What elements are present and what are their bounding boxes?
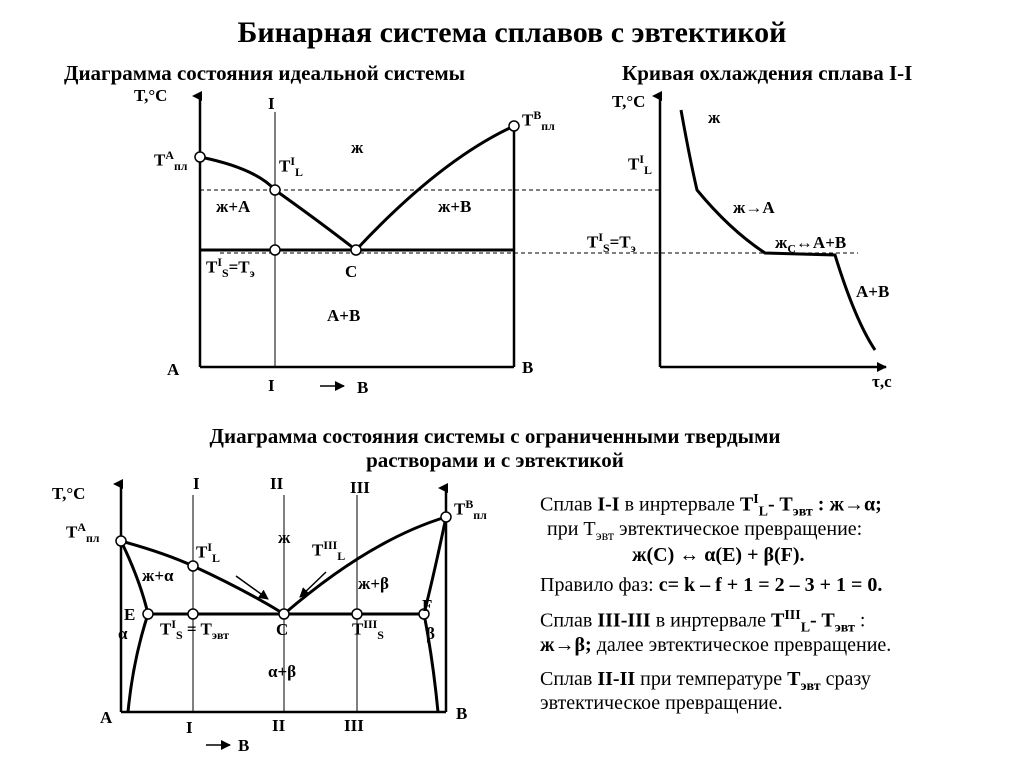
limited-line-III-bottom: III — [344, 716, 364, 735]
ideal-point-C — [351, 245, 361, 255]
limited-line-II-top: II — [270, 474, 284, 493]
ideal-point-TA — [195, 152, 205, 162]
ideal-corner-A: A — [167, 360, 180, 379]
limited-point-C-label: C — [276, 620, 289, 639]
cooling-solid-label: А+В — [856, 282, 890, 301]
ideal-liquidus-right — [356, 126, 514, 250]
cooling-liquid-label: ж — [708, 108, 721, 127]
limited-alpha-beta-label: α+β — [268, 662, 297, 681]
ideal-solid-label: А+В — [327, 306, 361, 325]
limited-T-solidus-III: $T^{III}_S$ — [352, 617, 384, 643]
ideal-T-solidus: $T^I_S=Т_э$ — [206, 255, 255, 281]
ideal-point-TL — [270, 185, 280, 195]
ideal-point-TS — [270, 245, 280, 255]
limited-point-TA — [116, 536, 126, 546]
limited-point-E-label: E — [124, 605, 136, 624]
limited-point-C — [279, 609, 289, 619]
limited-point-E — [143, 609, 153, 619]
note-alloy-III-interval: Сплав III-III в инртервале $T^{III}_L-$ $T_{эвт}$ : — [540, 608, 866, 636]
ideal-T-liquidus: $T^I_L$ — [279, 154, 303, 180]
ideal-point-C-label: C — [345, 262, 358, 281]
ideal-liq-A-label: ж+А — [216, 197, 251, 216]
note-phase-rule: Правило фаз: c= k – f + 1 = 2 – 3 + 1 = 0. — [540, 574, 883, 596]
cooling-curve — [681, 110, 875, 350]
note-eutectic-at-T: при $T_{эвт}$ эвтектическое превращение: — [547, 518, 863, 544]
limited-beta-label: β — [426, 624, 435, 643]
page-title: Бинарная система сплавов с эвтектикой — [237, 16, 787, 49]
cooling-time-axis-label: τ,c — [872, 372, 892, 391]
cooling-T-liquidus: $T^I_L$ — [628, 152, 652, 178]
ideal-line-I-bottom: I — [268, 376, 275, 395]
limited-T-solidus-I: $T^I_S = T_{эвт}$ — [160, 617, 229, 643]
ideal-liq-B-label: ж+B — [438, 197, 472, 216]
limited-line-I-top: I — [193, 474, 200, 493]
limited-liquid-label: ж — [278, 528, 291, 547]
limited-alpha-label: α — [118, 624, 128, 643]
limited-T-melt-A: $T^A_{пл}$ — [66, 520, 100, 546]
ideal-T-melt-B: $T^B_{пл}$ — [522, 108, 555, 134]
note-eutectic-reaction: ж(С) ↔ α(E) + β(F). — [632, 544, 805, 566]
limited-T-liquidus-III: $T^{III}_L$ — [312, 538, 346, 564]
cooling-diagram — [660, 96, 886, 367]
cooling-heading: Кривая охлаждения сплава I-I — [622, 61, 913, 85]
cooling-to-A-label: ж→А — [733, 198, 775, 217]
limited-liq-beta-label: ж+β — [358, 574, 389, 593]
limited-t-axis-label: T,°C — [52, 484, 86, 503]
note-alloy-II: Сплав II-II при температуре $T_{эвт}$ сразу — [540, 668, 871, 694]
note-alloy-I-interval: Сплав I-I в инртервале $T^I_L-$ $T_{эвт}$ : ж→α; — [540, 492, 882, 520]
limited-corner-A: A — [100, 708, 113, 727]
cooling-eutectic-label: $ж_C\leftrightarrow А+В$ — [775, 233, 847, 256]
limited-alpha-boundary — [128, 614, 148, 712]
ideal-t-axis-label: T,°C — [134, 86, 168, 105]
limited-heading-line1: Диаграмма состояния системы с ограниченными твердыми — [209, 424, 781, 448]
limited-heading-line2: растворами и с эвтектикой — [366, 448, 624, 472]
ideal-T-melt-A: $T^A_{пл}$ — [154, 148, 188, 174]
note-alloy-III-reaction: ж→β; далее эвтектическое превращение. — [540, 634, 892, 656]
limited-line-II-bottom: II — [272, 716, 286, 735]
limited-line-III-top: III — [350, 478, 370, 497]
ideal-point-TB — [509, 121, 519, 131]
limited-T-melt-B: $T^B_{пл}$ — [454, 497, 487, 523]
limited-arrow-B-label: B — [238, 736, 250, 755]
cooling-t-axis-label: T,°C — [612, 92, 646, 111]
ideal-liquid-label: ж — [351, 138, 364, 157]
ideal-diagram — [200, 96, 858, 386]
limited-line-I-bottom: I — [186, 718, 193, 737]
ideal-line-I-top: I — [268, 94, 275, 113]
limited-T-liquidus-I: $T^I_L$ — [196, 540, 220, 566]
ideal-corner-B: B — [522, 358, 534, 377]
cooling-T-solidus: $T^I_S=Т_э$ — [587, 230, 636, 256]
limited-point-F-label: F — [422, 596, 433, 615]
limited-corner-B: B — [456, 704, 468, 723]
ideal-arrow-B-label: B — [357, 378, 369, 397]
limited-liq-alpha-label: ж+α — [142, 566, 174, 585]
note-alloy-II-cont: эвтектическое превращение. — [540, 692, 783, 714]
ideal-heading: Диаграмма состояния идеальной системы — [64, 61, 466, 85]
limited-point-TB — [441, 512, 451, 522]
